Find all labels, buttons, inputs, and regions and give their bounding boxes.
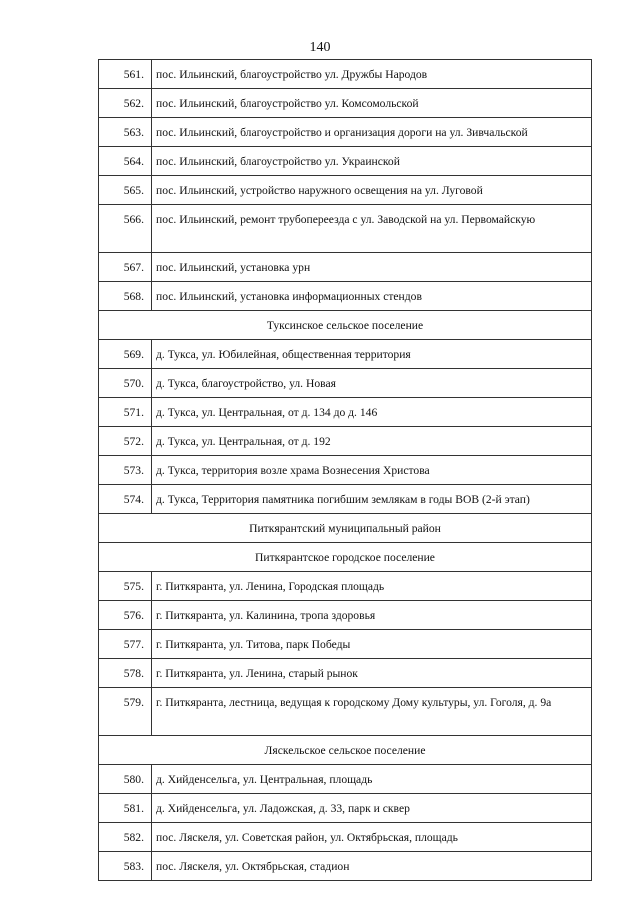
page-number: 140	[309, 40, 331, 55]
table-row	[99, 398, 592, 427]
section-row	[99, 514, 592, 543]
row-text: г. Питкяранта, лестница, ведущая к городскому Дому культуры, ул. Гоголя, д. 9а	[152, 688, 592, 736]
section-row	[99, 543, 592, 572]
row-number: 576.	[99, 601, 152, 630]
row-number: 566.	[99, 205, 152, 253]
row-text: д. Тукса, ул. Центральная, от д. 134 до д. 146	[152, 398, 592, 427]
table-row	[99, 630, 592, 659]
row-text: г. Питкяранта, ул. Ленина, Городская площадь	[152, 572, 592, 601]
table-row	[99, 427, 592, 456]
row-number: 568.	[99, 282, 152, 311]
row-text: пос. Ильинский, устройство наружного освещения на ул. Луговой	[152, 176, 592, 205]
objects-table	[98, 59, 592, 881]
table-row	[99, 176, 592, 205]
row-text: пос. Ильинский, благоустройство ул. Украинской	[152, 147, 592, 176]
row-number: 574.	[99, 485, 152, 514]
row-text: пос. Ильинский, установка урн	[152, 253, 592, 282]
row-text: пос. Ляскеля, ул. Октябрьская, стадион	[152, 852, 592, 881]
row-number: 565.	[99, 176, 152, 205]
row-text: д. Тукса, ул. Юбилейная, общественная территория	[152, 340, 592, 369]
section-heading: Питкярантское городское поселение	[99, 543, 592, 572]
row-text: д. Тукса, благоустройство, ул. Новая	[152, 369, 592, 398]
table-row	[99, 659, 592, 688]
row-number: 573.	[99, 456, 152, 485]
table-row	[99, 601, 592, 630]
row-number: 575.	[99, 572, 152, 601]
row-number: 561.	[99, 60, 152, 89]
table-row	[99, 794, 592, 823]
row-text: д. Хийденсельга, ул. Центральная, площадь	[152, 765, 592, 794]
row-number: 583.	[99, 852, 152, 881]
row-number: 567.	[99, 253, 152, 282]
table-row	[99, 118, 592, 147]
section-heading: Туксинское сельское поселение	[99, 311, 592, 340]
table-row	[99, 852, 592, 881]
section-heading: Ляскельское сельское поселение	[99, 736, 592, 765]
row-text: г. Питкяранта, ул. Титова, парк Победы	[152, 630, 592, 659]
table-row	[99, 253, 592, 282]
row-number: 563.	[99, 118, 152, 147]
table-row	[99, 823, 592, 852]
row-number: 569.	[99, 340, 152, 369]
row-text: пос. Ильинский, благоустройство ул. Дружбы Народов	[152, 60, 592, 89]
row-text: пос. Ильинский, благоустройство ул. Комсомольской	[152, 89, 592, 118]
table-row	[99, 282, 592, 311]
row-number: 571.	[99, 398, 152, 427]
row-number: 579.	[99, 688, 152, 736]
row-text: пос. Ляскеля, ул. Советская район, ул. Октябрьская, площадь	[152, 823, 592, 852]
row-text: г. Питкяранта, ул. Ленина, старый рынок	[152, 659, 592, 688]
row-text: д. Хийденсельга, ул. Ладожская, д. 33, парк и сквер	[152, 794, 592, 823]
section-row	[99, 311, 592, 340]
row-number: 577.	[99, 630, 152, 659]
objects-table-body	[99, 60, 592, 881]
row-number: 582.	[99, 823, 152, 852]
table-row	[99, 205, 592, 253]
row-text: д. Тукса, Территория памятника погибшим землякам в годы ВОВ (2-й этап)	[152, 485, 592, 514]
row-number: 570.	[99, 369, 152, 398]
row-number: 578.	[99, 659, 152, 688]
row-text: г. Питкяранта, ул. Калинина, тропа здоровья	[152, 601, 592, 630]
table-row	[99, 340, 592, 369]
table-row	[99, 456, 592, 485]
table-row	[99, 485, 592, 514]
section-row	[99, 736, 592, 765]
row-number: 562.	[99, 89, 152, 118]
table-row	[99, 369, 592, 398]
row-number: 580.	[99, 765, 152, 794]
row-number: 581.	[99, 794, 152, 823]
row-text: пос. Ильинский, установка информационных стендов	[152, 282, 592, 311]
table-row	[99, 89, 592, 118]
table-row	[99, 572, 592, 601]
table-row	[99, 60, 592, 89]
row-text: д. Тукса, ул. Центральная, от д. 192	[152, 427, 592, 456]
row-number: 564.	[99, 147, 152, 176]
table-row	[99, 688, 592, 736]
row-number: 572.	[99, 427, 152, 456]
row-text: пос. Ильинский, ремонт трубопереезда с ул. Заводской на ул. Первомайскую	[152, 205, 592, 253]
table-row	[99, 765, 592, 794]
table-row	[99, 147, 592, 176]
row-text: пос. Ильинский, благоустройство и организация дороги на ул. Зивчальской	[152, 118, 592, 147]
row-text: д. Тукса, территория возле храма Вознесения Христова	[152, 456, 592, 485]
section-heading: Питкярантский муниципальный район	[99, 514, 592, 543]
